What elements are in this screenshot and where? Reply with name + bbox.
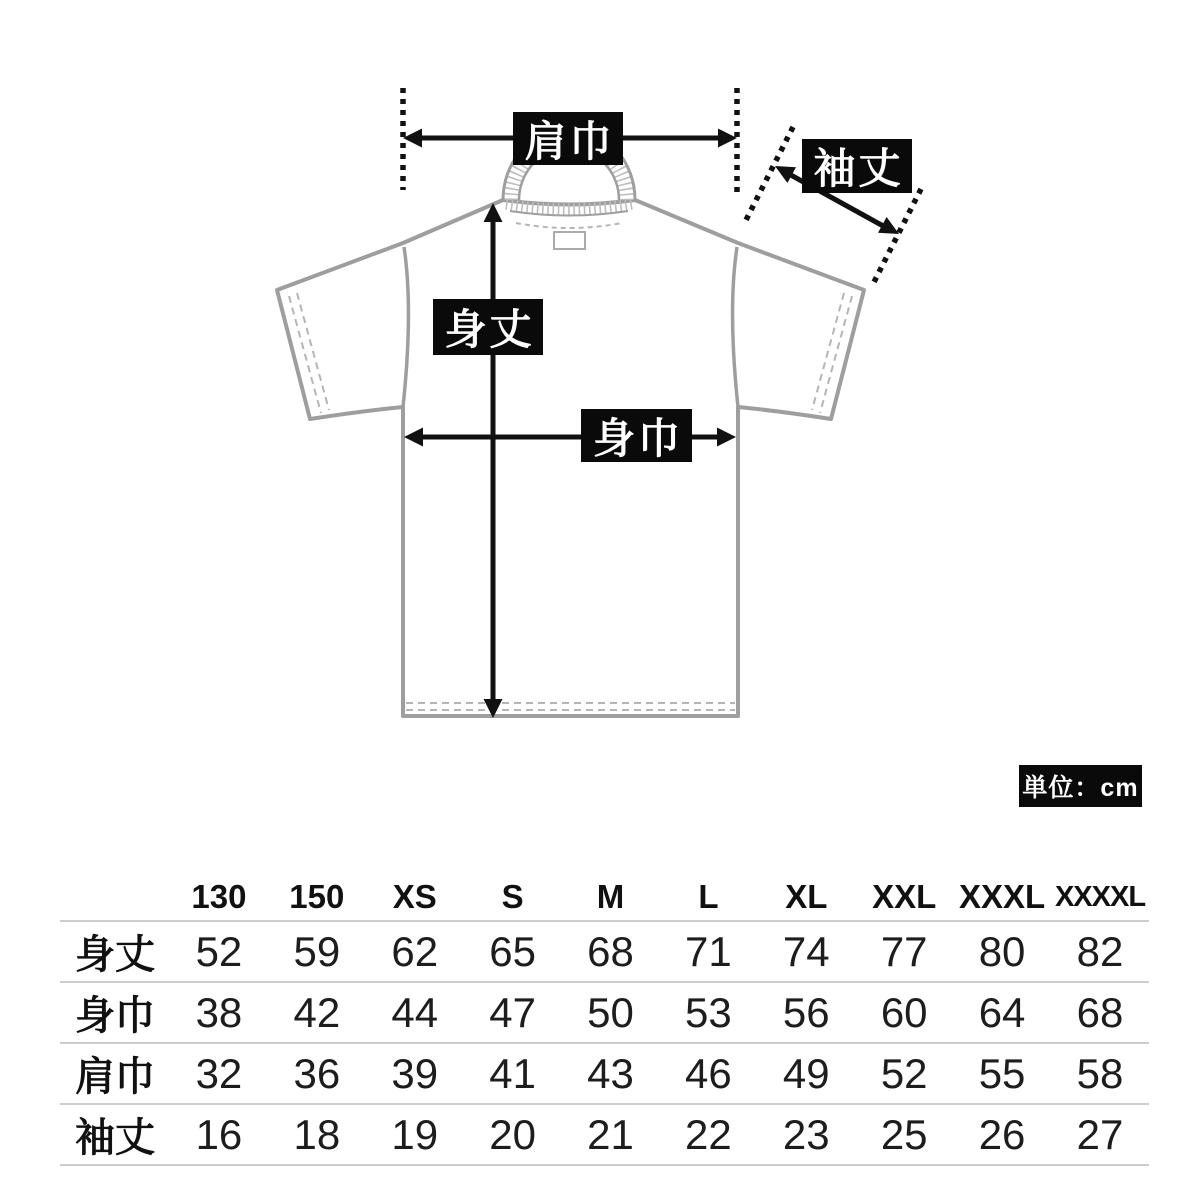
cell: 52 (195, 927, 243, 975)
cell: 16 (195, 1110, 243, 1158)
shoulder-width-label: 肩巾 (513, 112, 623, 165)
cell: 82 (1076, 927, 1124, 975)
cell: 43 (587, 1049, 634, 1097)
cell: 55 (978, 1049, 1026, 1097)
size-header-row (60, 874, 1149, 921)
body-length-label: 身丈 (433, 299, 543, 355)
table-row-sleeve-length (60, 1104, 1149, 1165)
cell: 23 (782, 1110, 830, 1158)
sleeve-length-label: 袖丈 (802, 139, 912, 193)
cell: 41 (489, 1049, 536, 1097)
cell: 46 (685, 1049, 732, 1097)
cell: 47 (489, 988, 536, 1036)
cell: 52 (880, 1049, 928, 1097)
cell: 49 (782, 1049, 830, 1097)
size-col-header: L (698, 878, 719, 915)
cell: 32 (195, 1049, 243, 1097)
table-row-body-length (60, 921, 1149, 982)
cell: 39 (391, 1049, 439, 1097)
size-col-header: XXL (872, 878, 937, 915)
table-row-shoulder-width (60, 1043, 1149, 1104)
cell: 60 (880, 988, 928, 1036)
size-col-header: XL (785, 878, 828, 915)
cell: 53 (685, 988, 732, 1036)
size-col-header: XXXXL (1054, 880, 1146, 913)
cell: 20 (489, 1110, 536, 1158)
row-label: 身巾 (75, 994, 155, 1038)
row-label: 身丈 (75, 933, 155, 977)
cell: 19 (391, 1110, 439, 1158)
size-col-header: XS (392, 878, 437, 915)
cell: 68 (587, 927, 634, 975)
corner-cell (60, 874, 170, 921)
size-col-header: XXXL (958, 878, 1046, 915)
tshirt-outline (277, 200, 864, 716)
cell: 26 (978, 1110, 1026, 1158)
size-table (60, 874, 1149, 1166)
row-label: 袖丈 (75, 1116, 155, 1160)
cell: 21 (587, 1110, 634, 1158)
cell: 65 (489, 927, 536, 975)
cell: 25 (880, 1110, 928, 1158)
size-col-header: 130 (191, 878, 247, 915)
cell: 27 (1076, 1110, 1124, 1158)
cell: 38 (195, 988, 243, 1036)
cell: 64 (978, 988, 1026, 1036)
cell: 68 (1076, 988, 1124, 1036)
cell: 18 (293, 1110, 341, 1158)
body-width-label: 身巾 (581, 409, 692, 462)
cell: 59 (293, 927, 341, 975)
row-label: 肩巾 (75, 1055, 155, 1099)
cell: 58 (1076, 1049, 1124, 1097)
size-col-header: M (596, 878, 625, 915)
tshirt-drawing (277, 128, 864, 716)
cell: 74 (782, 927, 830, 975)
table-row-body-width (60, 982, 1149, 1043)
cell: 44 (391, 988, 439, 1036)
cell: 62 (391, 927, 439, 975)
cell: 22 (685, 1110, 732, 1158)
neck-label-rect (554, 232, 585, 249)
unit-badge: 単位：cm (1019, 765, 1142, 807)
cell: 36 (293, 1049, 341, 1097)
cell: 50 (587, 988, 634, 1036)
cell: 71 (685, 927, 732, 975)
cell: 42 (293, 988, 341, 1036)
cell: 77 (880, 927, 928, 975)
size-col-header: S (501, 878, 524, 915)
size-col-header: 150 (289, 878, 345, 915)
cell: 56 (782, 988, 830, 1036)
cell: 80 (978, 927, 1026, 975)
sleeve-cuff-guide (873, 189, 921, 284)
